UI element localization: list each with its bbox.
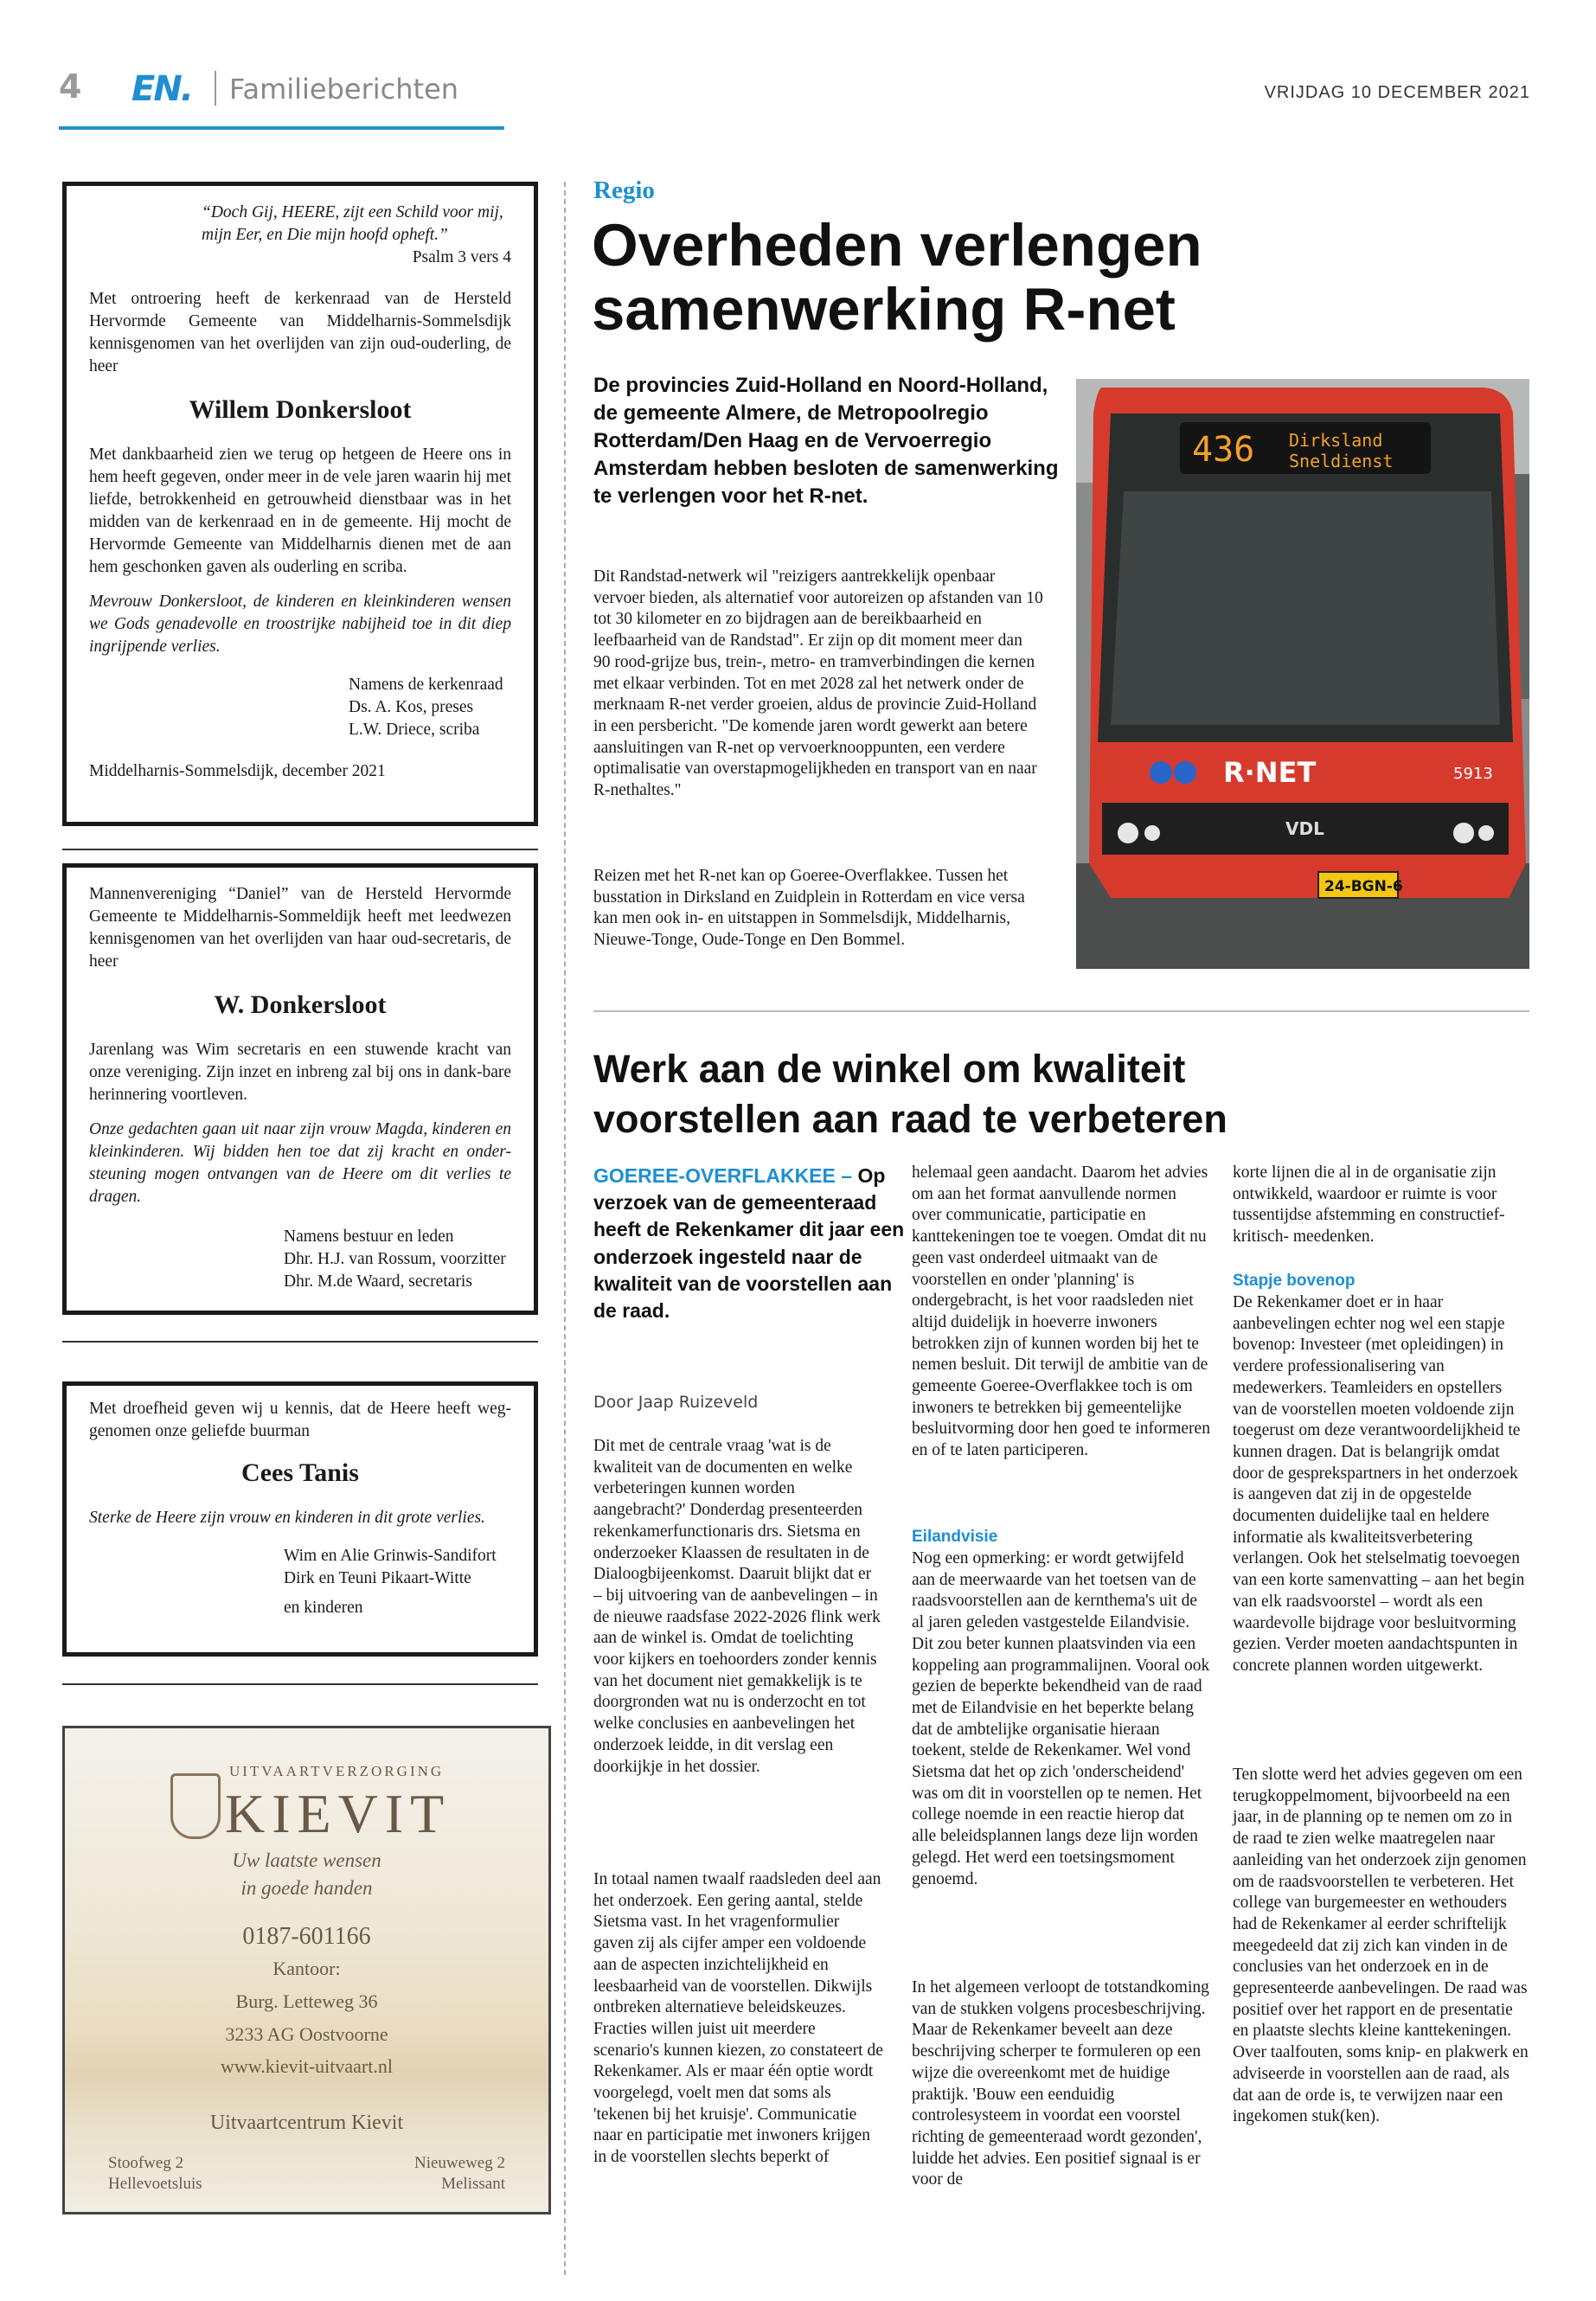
article-lead: De provincies Zuid-Holland en Noord-Holland, de gemeente Almere, de Metropoolregio Rotterdam/Den Haag en de Vervoerregio Amsterdam hebben besloten de samenwerking te verlengen voor het R-net.	[593, 374, 1059, 508]
notice-separator	[62, 1683, 538, 1685]
ad-brand: KIEVIT	[225, 1783, 452, 1844]
psalm-quote-line-2: mijn Eer, en Die mijn hoofd opheft.”	[202, 226, 448, 244]
ad-location-1-city: Hellevoetsluis	[108, 2175, 202, 2193]
notice-condolence: Onze gedachten gaan uit naar zijn vrouw Magda, kinderen en kleinkinderen. Wij bidden hen toe dat zij kracht en onder-steuning mogen ontvangen van de Heere om dit verlies te dragen.	[89, 1120, 511, 1206]
article-headline	[592, 214, 1543, 342]
article-byline: Door Jaap Ruizeveld	[593, 1393, 759, 1412]
column-divider	[564, 182, 566, 2275]
signature-line: en kinderen	[284, 1599, 363, 1617]
signature-line: Dhr. M.de Waard, secretaris	[284, 1272, 472, 1291]
signature-line: L.W. Driece, scriba	[349, 721, 480, 739]
fleet-number: 5913	[1453, 765, 1493, 783]
article-paragraph: Dit Randstad-netwerk wil "reizigers aantrekkelijk openbaar vervoer bieden, als alternatief voor autoreizen op afstanden van 10 tot 30 kilometer en zo bijdragen aan de bereikbaarheid en leefbaarheid van de Randstad". Er zijn op dit moment meer dan 90 rood-grijze bus, trein-, metro- en tramverbindingen die kernen met elkaar verbinden. Tot en met 2028 zal het netwerk onder de merknaam R-net verder groeien, aldus de provincie Zuid-Holland in een persbericht. "De komende jaren wordt gewerkt aan betere aansluitingen van R-net op vervoerknooppunten, een verdere optimalisatie van overstapmogelijkheden en transport van en naar R-nethaltes."	[593, 567, 1043, 800]
headline-line: voorstellen aan raad te verbeteren	[593, 1097, 1227, 1141]
notice-place-date: Middelharnis-Sommelsdijk, december 2021	[89, 762, 386, 780]
article-headline	[593, 1044, 1545, 1144]
death-notice-kerkenraad	[62, 182, 538, 826]
article-separator	[593, 1010, 1529, 1012]
headline-line: Overheden verlengen	[592, 212, 1202, 279]
psalm-reference: Psalm 3 vers 4	[412, 248, 511, 266]
notice-separator	[62, 849, 538, 850]
signature-line: Namens de kerkenraad	[349, 676, 503, 694]
article-paragraph: Reizen met het R-net kan op Goeree-Overflakkee. Tussen het busstation in Dirksland en Zuidplein in Rotterdam en vice versa kan men ook in- en uitstappen in Sommelsdijk, Middelharnis, Nieuwe-Tonge, Oude-Tonge en Den Bommel.	[593, 867, 1025, 950]
psalm-quote-line-1: “Doch Gij, HEERE, zijt een Schild voor mij,	[202, 203, 503, 221]
article-paragraph: In totaal namen twaalf raadsleden deel aan het onderzoek. Een gering aantal, stelde Sietsma vast. In het vragenformulier gaven zij als cijfer amper een voldoende aan de aspecten inzichtelijkheid en leesbaarheid van de voorstellen. Dikwijls ontbreken alternatieve beleidskeuzes. Fracties willen juist uit meerdere scenario's kunnen kiezen, zo constateert de Rekenkamer. Als er maar één optie wordt voorgelegd, voelt men dat soms als 'tekenen bij het kruisje'. Communicatie naar en participatie met inwoners krijgen in de voorstellen slechts beperkt of	[593, 1870, 883, 2167]
ad-location-1-street: Stoofweg 2	[108, 2154, 184, 2172]
article-paragraph: helemaal geen aandacht. Daarom het advies om aan het format aanvullende normen over communicatie, participatie en kanttekeningen toe te voegen. Omdat dit nu geen vast onderdeel uitmaakt van de voorstellen en onder 'planning' is ondergebracht, is het voor raadsleden niet altijd duidelijk in hoeverre inwoners betrokken zijn of kunnen worden bij het te nemen besluit. Dit terwijl de ambitie van de gemeente Goeree-Overflakkee toch is om inwoners te betrekken bij gemeentelijke besluitvorming door hen goed te informeren en of te laten participeren.	[912, 1163, 1210, 1460]
page-number: 4	[59, 67, 82, 106]
ad-postal: 3233 AG Oostvoorne	[225, 2023, 388, 2045]
notice-intro: Met droefheid geven wij u kennis, dat de Heere heeft weg-genomen onze geliefde buurman	[89, 1400, 511, 1440]
crest-icon	[170, 1773, 221, 1839]
article-subheading: Stapje bovenop	[1233, 1272, 1356, 1290]
ad-phone: 0187-601166	[242, 1923, 371, 1950]
headline-line: Werk aan de winkel om kwaliteit	[593, 1047, 1186, 1091]
notice-intro: Mannenvereniging “Daniel” van de Hersteld Hervormde Gemeente te Middelharnis-Sommeldijk heeft met leedwezen kennisgenomen van het overlijden van haar oud-secretaris, de heer	[89, 885, 511, 971]
ad-slogan: Uw laatste wensen	[232, 1849, 381, 1871]
article-subheading: Eilandvisie	[912, 1528, 998, 1546]
section-title: Familieberichten	[229, 73, 459, 106]
ad-slogan: in goede handen	[240, 1877, 373, 1899]
death-notice-mannenvereniging	[62, 863, 538, 1315]
deceased-name: W. Donkersloot	[214, 990, 387, 1019]
issue-date: VRIJDAG 10 DECEMBER 2021	[1264, 83, 1530, 102]
ad-center: Uitvaartcentrum Kievit	[209, 2112, 404, 2134]
notice-body: Jarenlang was Wim secretaris en een stuwende kracht van onze vereniging. Zijn inzet en inbreng zal bij ons in dank-bare herinnering voortleven.	[89, 1041, 511, 1104]
header-divider	[215, 71, 216, 106]
notice-intro: Met ontroering heeft de kerkenraad van de Hersteld Hervormde Gemeente van Middelharnis-Sommelsdijk kennisgenomen van het overlijden van zijn oud-ouderling, de heer	[89, 290, 511, 375]
article-paragraph: Dit met de centrale vraag 'wat is de kwaliteit van de documenten en welke verbeteringen kunnen worden aangebracht?' Donderdag presenteerden rekenkamerfunctionaris drs. Sietsma en onderzoeker Klaassen de resultaten in de Dialoogbijeenkomst. Daaruit blijkt dat er – bij uitvoering van de aanbevelingen – in de nieuwe raadsfase 2022-2026 flink werk aan de winkel is. Omdat de toelichting voor kijkers en toehoorders zonder kennis van het document niet gemakkelijk is te doorgronden wat nu is onderzocht en tot welke conclusies en aanbevelingen het onderzoek leidde, in dit verslag een doorkijkje in het dossier.	[593, 1437, 881, 1776]
notice-condolence: Mevrouw Donkersloot, de kinderen en kleinkinderen wensen we Gods genadevolle en troostrijke nabijheid toe in dit diep ingrijpende verlies.	[89, 593, 511, 656]
bus-brand: R·NET	[1223, 756, 1317, 789]
ad-website: www.kievit-uitvaart.nl	[221, 2055, 393, 2077]
ad-location-2-street: Nieuweweg 2	[414, 2154, 505, 2172]
signature-line: Ds. A. Kos, preses	[349, 698, 474, 716]
article-paragraph: Nog een opmerking: er wordt getwijfeld aan de meerwaarde van het toetsen van de raadsvoorstellen aan de kernthema's uit de al jaren geleden vastgestelde Eilandvisie. Dit zou beter kunnen plaatsvinden via een koppeling aan programmalijnen. Vooral ook gezien de beperkte bekendheid van de raad met de Eilandvisie en het beperkte belang dat de ambtelijke organisatie hieraan toekent, stelde de Rekenkamer. Wel vond Sietsma dat het op zich 'onderscheidend' was om dit in voorstellen op te nemen. Het college noemde in een reactie hierop dat alle beleidsplannen langs deze lijn worden gelegd. Het werd een toetsingsmoment genoemd.	[912, 1549, 1210, 1888]
header-rule	[59, 126, 504, 130]
deceased-name: Willem Donkersloot	[189, 395, 412, 424]
ad-location-2-city: Melissant	[441, 2175, 505, 2193]
signature-line: Dhr. H.J. van Rossum, voorzitter	[284, 1250, 506, 1268]
ad-office-label: Kantoor:	[272, 1958, 341, 1979]
article-paragraph: korte lijnen die al in de organisatie zijn ontwikkeld, waardoor er ruimte is voor tussentijdse afstemming en constructief-kritisch- meedenken.	[1233, 1163, 1505, 1247]
article-paragraph: De Rekenkamer doet er in haar aanbevelingen echter nog wel een stapje bovenop: Investeer (met opleidingen) in verdere professionalisering van medewerkers. Teamleiders en opstellers van de voorstellen moeten voldoende zijn toegerust om deze verantwoordelijkheid te kunnen dragen. Dat is belangrijk omdat door de gesprekspartners in het onderzoek is aangeven dat zij in de opgestelde documenten duidelijke taal en heldere informatie als kwaliteitsverbetering verlangen. Ook het stelselmatig toevoegen van een korte samenvatting – aan het begin van elk raadsvoorstel – wordt als een waardevolle bijdrage voor besluitvorming gezien. Verder moeten aandachtspunten in concrete plannen worden uitgewerkt.	[1233, 1293, 1525, 1675]
notice-body: Met dankbaarheid zien we terug op hetgeen de Heere ons in hem heeft gegeven, onder meer in de vele jaren waarin hij met liefde, betrokkenheid en getrouwheid dienstbaar was in het midden van de kerkenraad en in de gemeente. Hij mocht de Hervormde Gemeente van Middelharnis dienen met de aan hem geschonken gaven als ouderling en scriba.	[89, 445, 511, 576]
bus-illustration	[1076, 379, 1529, 969]
route-destination: Dirksland	[1289, 430, 1383, 451]
headline-line: samenwerking R-net	[592, 276, 1176, 343]
signature-line: Namens bestuur en leden	[284, 1227, 454, 1246]
ad-tagline: UITVAARTVERZORGING	[229, 1763, 445, 1779]
bus-maker: VDL	[1285, 818, 1324, 839]
notice-separator	[62, 1341, 538, 1343]
newspaper-logo: EN.	[131, 69, 192, 109]
signature-line: Dirk en Teuni Pikaart-Witte	[284, 1569, 471, 1587]
article-kicker: Regio	[593, 176, 655, 204]
route-number: 436	[1192, 430, 1255, 470]
bus-photo	[1076, 379, 1529, 969]
ad-street: Burg. Letteweg 36	[235, 1990, 378, 2012]
article-paragraph: Ten slotte werd het advies gegeven om een terugkoppelmoment, bijvoorbeeld na een jaar, in de planning op te nemen om zo in de raad te zien welke maatregelen naar aanleiding van het onderzoek zijn genomen om de raadsvoorstellen te verbeteren. Het college van burgemeester en wethouders had de Rekenkamer al eerder schriftelijk meegedeeld dat zij zich kan vinden in de conclusies van het onderzoek en in de gepresenteerde aanbevelingen. De raad was positief over het rapport en de presentatie en plaatste slechts kleine kanttekeningen. Over taalfouten, soms knip- en plakwerk en adviseerde in voorstellen aan de raad, als dat aan de orde is, te verwijzen naar een ingekomen stuk(ken).	[1233, 1766, 1529, 2126]
deceased-name: Cees Tanis	[241, 1458, 359, 1487]
article-lead-block	[593, 1163, 905, 1324]
death-notice-buurman	[62, 1381, 538, 1657]
route-destination: Sneldienst	[1289, 451, 1394, 471]
notice-condolence: Sterke de Heere zijn vrouw en kinderen in dit grote verlies.	[89, 1509, 485, 1527]
signature-line: Wim en Alie Grinwis-Sandifort	[284, 1547, 497, 1565]
license-plate: 24-BGN-6	[1324, 878, 1403, 895]
article-paragraph: In het algemeen verloopt de totstandkoming van de stukken volgens procesbeschrijving. Maar de Rekenkamer beveelt aan deze beschrijving scherper te formuleren op een wijze die overeenkomt met de huidige praktijk. 'Bouw een eenduidig controlesysteem in voordat een voorstel richting de gemeenteraad wordt gezonden', luidde het advies. Een positief signaal is er voor de	[912, 1978, 1209, 2189]
dateline-place: GOEREE-OVERFLAKKEE –	[593, 1164, 853, 1187]
article-lead: Op verzoek van de gemeenteraad heeft de Rekenkamer dit jaar een onderzoek ingesteld naar de kwaliteit van de voorstellen aan de raad.	[593, 1164, 905, 1323]
funeral-home-advertisement	[62, 1726, 551, 2214]
